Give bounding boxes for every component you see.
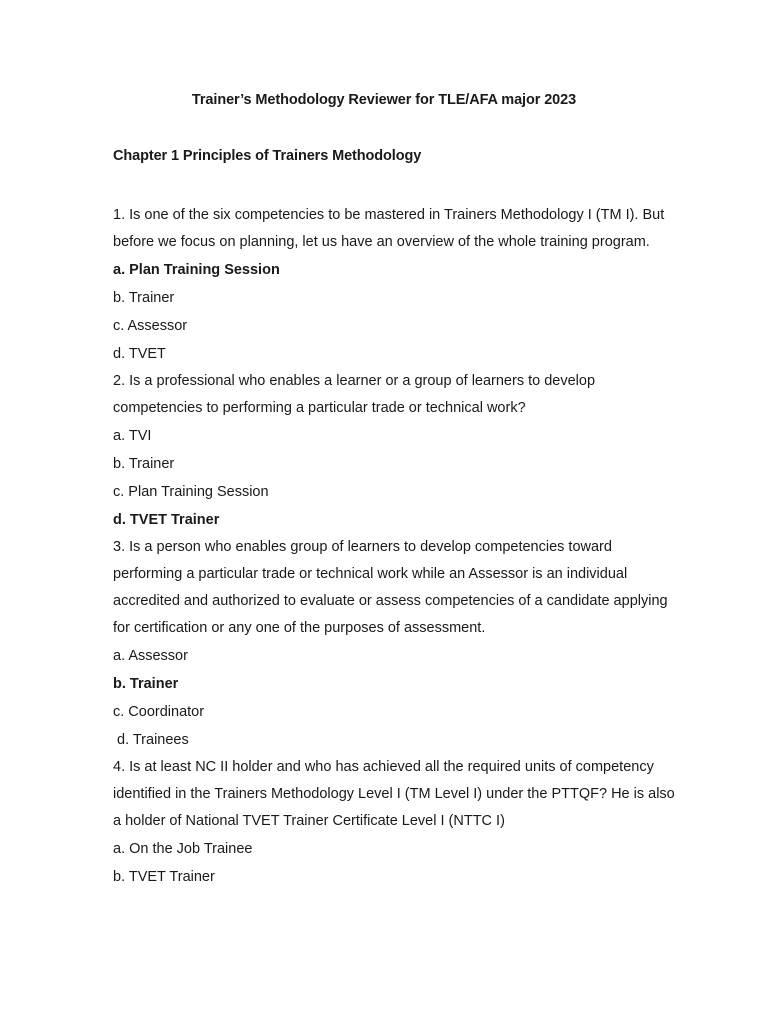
option-d: d. Trainees bbox=[117, 732, 189, 748]
question-3 bbox=[113, 534, 683, 754]
question-2 bbox=[113, 368, 683, 534]
option-a: a. On the Job Trainee bbox=[113, 841, 253, 857]
option-a: a. Assessor bbox=[113, 648, 188, 664]
question-stem: 2. Is a professional who enables a learner or a group of learners to develop competencies to performing a particular trade or technical work? bbox=[113, 373, 596, 416]
option-b-answer: b. Trainer bbox=[113, 676, 179, 692]
question-stem: 3. Is a person who enables group of learners to develop competencies toward performing a particular trade or technical work while an Assessor is an individual accredited and authorized to evaluate or assess competencies of a candidate applying for certification or any one of the purposes of assessment. bbox=[113, 539, 668, 636]
option-c: c. Coordinator bbox=[113, 704, 205, 720]
option-a: a. TVI bbox=[113, 428, 152, 444]
question-1 bbox=[113, 202, 683, 368]
option-b: b. TVET Trainer bbox=[113, 869, 215, 885]
question-4 bbox=[113, 754, 683, 891]
option-b: b. Trainer bbox=[113, 456, 175, 472]
document-title: Trainer’s Methodology Reviewer for TLE/AFA major 2023 bbox=[191, 92, 577, 108]
chapter-title: Chapter 1 Principles of Trainers Methodology bbox=[113, 148, 422, 164]
question-stem: 1. Is one of the six competencies to be mastered in Trainers Methodology I (TM I). But before we focus on planning, let us have an overview of the whole training program. bbox=[113, 207, 665, 250]
question-stem: 4. Is at least NC II holder and who has achieved all the required units of competency identified in the Trainers Methodology Level I (TM Level I) under the PTTQF? He is also a holder of National TVET Trainer Certificate Level I (NTTC I) bbox=[113, 759, 675, 829]
option-a-answer: a. Plan Training Session bbox=[113, 262, 280, 278]
option-b: b. Trainer bbox=[113, 290, 175, 306]
option-d-answer: d. TVET Trainer bbox=[113, 512, 220, 528]
question-list bbox=[113, 202, 683, 891]
option-c: c. Plan Training Session bbox=[113, 484, 269, 500]
option-d: d. TVET bbox=[113, 346, 166, 362]
option-c: c. Assessor bbox=[113, 318, 188, 334]
